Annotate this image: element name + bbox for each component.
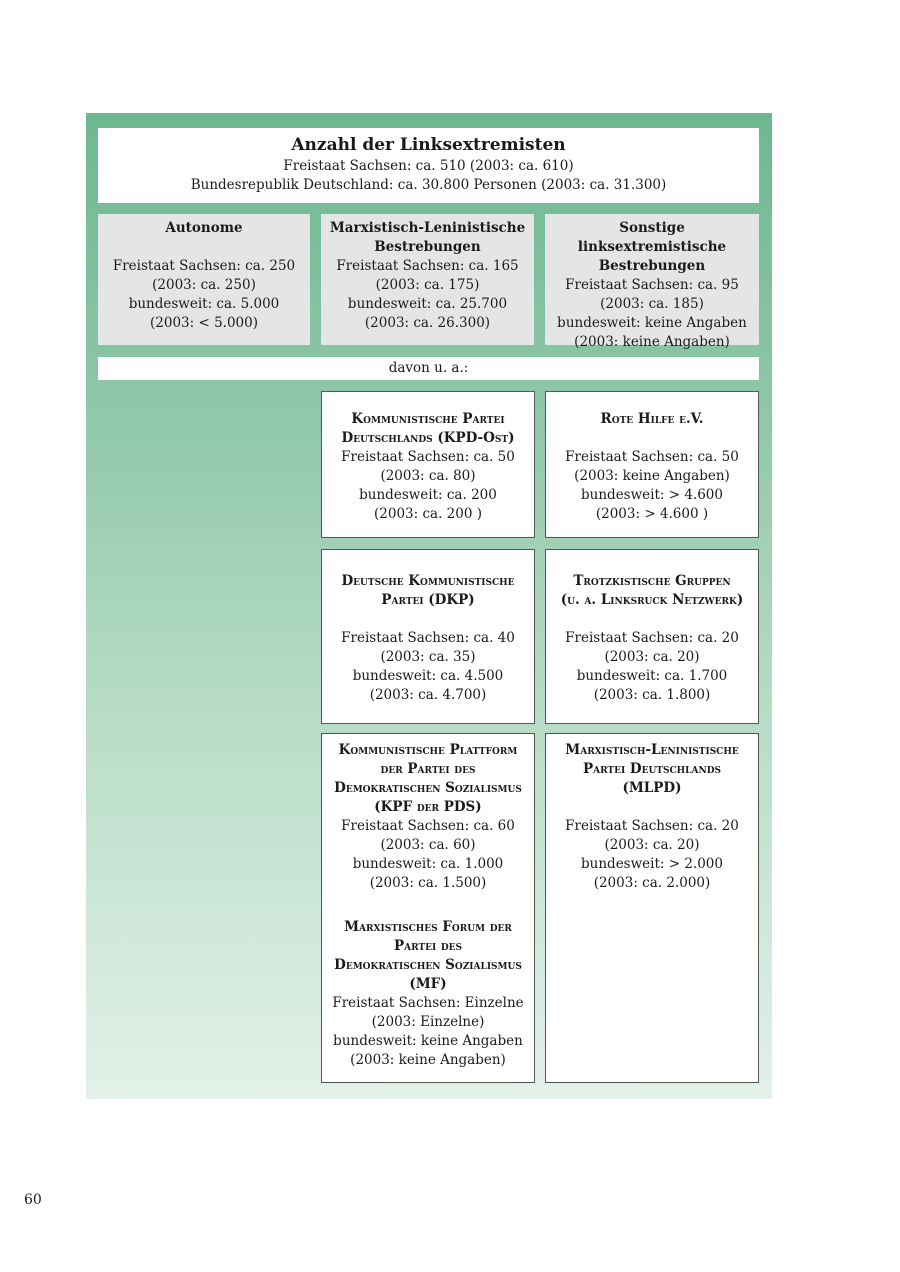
stat-federal: bundesweit: ca. 25.700 bbox=[347, 296, 508, 312]
stat-saxony-2003: (2003: ca. 35) bbox=[380, 649, 476, 665]
stat-federal: bundesweit: ca. 1.700 bbox=[576, 668, 728, 684]
header-box bbox=[98, 128, 759, 203]
category-box-autonome bbox=[98, 214, 310, 345]
stat-federal: bundesweit: ca. 4.500 bbox=[352, 668, 504, 684]
org-box-kpd-ost bbox=[321, 391, 535, 538]
stat-federal: bundesweit: keine Angaben bbox=[557, 315, 747, 331]
diagram-title: Anzahl der Linksextremisten bbox=[291, 135, 566, 155]
stat-saxony-2003: (2003: keine Angaben) bbox=[574, 468, 730, 484]
page-number: 60 bbox=[24, 1192, 42, 1208]
stat-federal-2003: (2003: ca. 4.700) bbox=[369, 687, 487, 703]
org-title-line: Deutschlands (KPD-Ost) bbox=[341, 430, 515, 446]
org-title-line: Deutsche Kommunistische bbox=[341, 573, 515, 589]
category-title: Marxistisch-Leninistische bbox=[329, 220, 526, 236]
stat-saxony-2003: (2003: ca. 20) bbox=[604, 649, 700, 665]
org-title-line: Marxistisch-Leninistische bbox=[565, 742, 739, 758]
org-box-dkp bbox=[321, 549, 535, 724]
davon-bar bbox=[98, 357, 759, 380]
spacer bbox=[322, 610, 534, 629]
stat-federal-2003: (2003: keine Angaben) bbox=[350, 1052, 506, 1068]
org-title-line: Demokratischen Sozialismus bbox=[334, 957, 522, 973]
stat-saxony-2003: (2003: ca. 185) bbox=[600, 296, 704, 312]
stat-saxony-2003: (2003: ca. 175) bbox=[375, 277, 480, 293]
stat-federal: bundesweit: ca. 1.000 bbox=[352, 856, 504, 872]
category-box-marxist-leninist bbox=[321, 214, 534, 345]
org-title-line: Rote Hilfe e.V. bbox=[600, 411, 704, 427]
stat-saxony: Freistaat Sachsen: Einzelne bbox=[332, 995, 524, 1011]
stat-saxony: Freistaat Sachsen: ca. 50 bbox=[565, 449, 739, 465]
stat-federal-2003: (2003: ca. 1.500) bbox=[369, 875, 487, 891]
spacer bbox=[546, 429, 758, 448]
org-title-line: (MLPD) bbox=[622, 780, 682, 796]
stat-federal-2003: (2003: < 5.000) bbox=[150, 315, 258, 331]
stat-saxony-2003: (2003: ca. 250) bbox=[152, 277, 256, 293]
org-title-line: Kommunistische Plattform bbox=[338, 742, 518, 758]
davon-label: davon u. a.: bbox=[388, 360, 469, 376]
org-title-line: Partei Deutschlands bbox=[582, 761, 722, 777]
category-title: Autonome bbox=[165, 220, 243, 236]
stat-saxony: Freistaat Sachsen: ca. 250 bbox=[112, 258, 296, 274]
header-line-germany: Bundesrepublik Deutschland: ca. 30.800 Personen (2003: ca. 31.300) bbox=[190, 177, 667, 193]
org-box-kpf-mf bbox=[321, 733, 535, 1083]
org-title-line: Trotzkistische Gruppen bbox=[573, 573, 731, 589]
org-title-line: Partei des bbox=[393, 938, 463, 954]
stat-federal-2003: (2003: > 4.600 ) bbox=[595, 506, 709, 522]
category-title-line: Bestrebungen bbox=[598, 258, 706, 274]
stat-saxony-2003: (2003: ca. 80) bbox=[380, 468, 476, 484]
stat-federal-2003: (2003: ca. 200 ) bbox=[374, 506, 482, 522]
org-title-line: Kommunistische Partei bbox=[351, 411, 505, 427]
stat-saxony: Freistaat Sachsen: ca. 40 bbox=[341, 630, 515, 646]
stat-federal: bundesweit: ca. 5.000 bbox=[128, 296, 280, 312]
org-box-mlpd bbox=[545, 733, 759, 1083]
org-box-rote-hilfe bbox=[545, 391, 759, 538]
org-box-trotzkisten bbox=[545, 549, 759, 724]
stat-federal: bundesweit: ca. 200 bbox=[359, 487, 497, 503]
stat-saxony: Freistaat Sachsen: ca. 50 bbox=[341, 449, 515, 465]
stat-federal-2003: (2003: keine Angaben) bbox=[574, 334, 730, 350]
stat-federal-2003: (2003: ca. 1.800) bbox=[593, 687, 711, 703]
category-title: Sonstige linksextremistische bbox=[577, 220, 727, 255]
org-title-line: Partei (DKP) bbox=[381, 592, 475, 608]
stat-federal-2003: (2003: ca. 26.300) bbox=[364, 315, 491, 331]
stat-saxony: Freistaat Sachsen: ca. 95 bbox=[565, 277, 739, 293]
stat-saxony-2003: (2003: Einzelne) bbox=[371, 1014, 485, 1030]
stat-saxony: Freistaat Sachsen: ca. 165 bbox=[336, 258, 519, 274]
category-title-line: Bestrebungen bbox=[374, 239, 481, 255]
org-title-line: (KPF der PDS) bbox=[374, 799, 482, 815]
header-line-saxony: Freistaat Sachsen: ca. 510 (2003: ca. 610) bbox=[283, 158, 574, 174]
category-box-other bbox=[545, 214, 759, 350]
stat-saxony: Freistaat Sachsen: ca. 60 bbox=[341, 818, 515, 834]
stat-saxony: Freistaat Sachsen: ca. 20 bbox=[565, 630, 739, 646]
stat-saxony-2003: (2003: ca. 60) bbox=[380, 837, 476, 853]
org-title-line: (u. a. Linksruck Netzwerk) bbox=[560, 592, 744, 608]
spacer bbox=[546, 798, 758, 817]
stat-federal: bundesweit: > 4.600 bbox=[581, 487, 723, 503]
org-title-line: Marxistisches Forum der bbox=[344, 919, 512, 935]
category-title-line bbox=[98, 238, 310, 257]
spacer bbox=[322, 893, 534, 918]
stat-saxony: Freistaat Sachsen: ca. 20 bbox=[565, 818, 739, 834]
stat-federal: bundesweit: > 2.000 bbox=[581, 856, 723, 872]
org-title-line: der Partei des bbox=[380, 761, 476, 777]
stat-federal: bundesweit: keine Angaben bbox=[333, 1033, 523, 1049]
stat-saxony-2003: (2003: ca. 20) bbox=[604, 837, 700, 853]
org-title-line: (MF) bbox=[409, 976, 447, 992]
stat-federal-2003: (2003: ca. 2.000) bbox=[593, 875, 711, 891]
spacer bbox=[546, 610, 758, 629]
org-title-line: Demokratischen Sozialismus bbox=[334, 780, 522, 796]
